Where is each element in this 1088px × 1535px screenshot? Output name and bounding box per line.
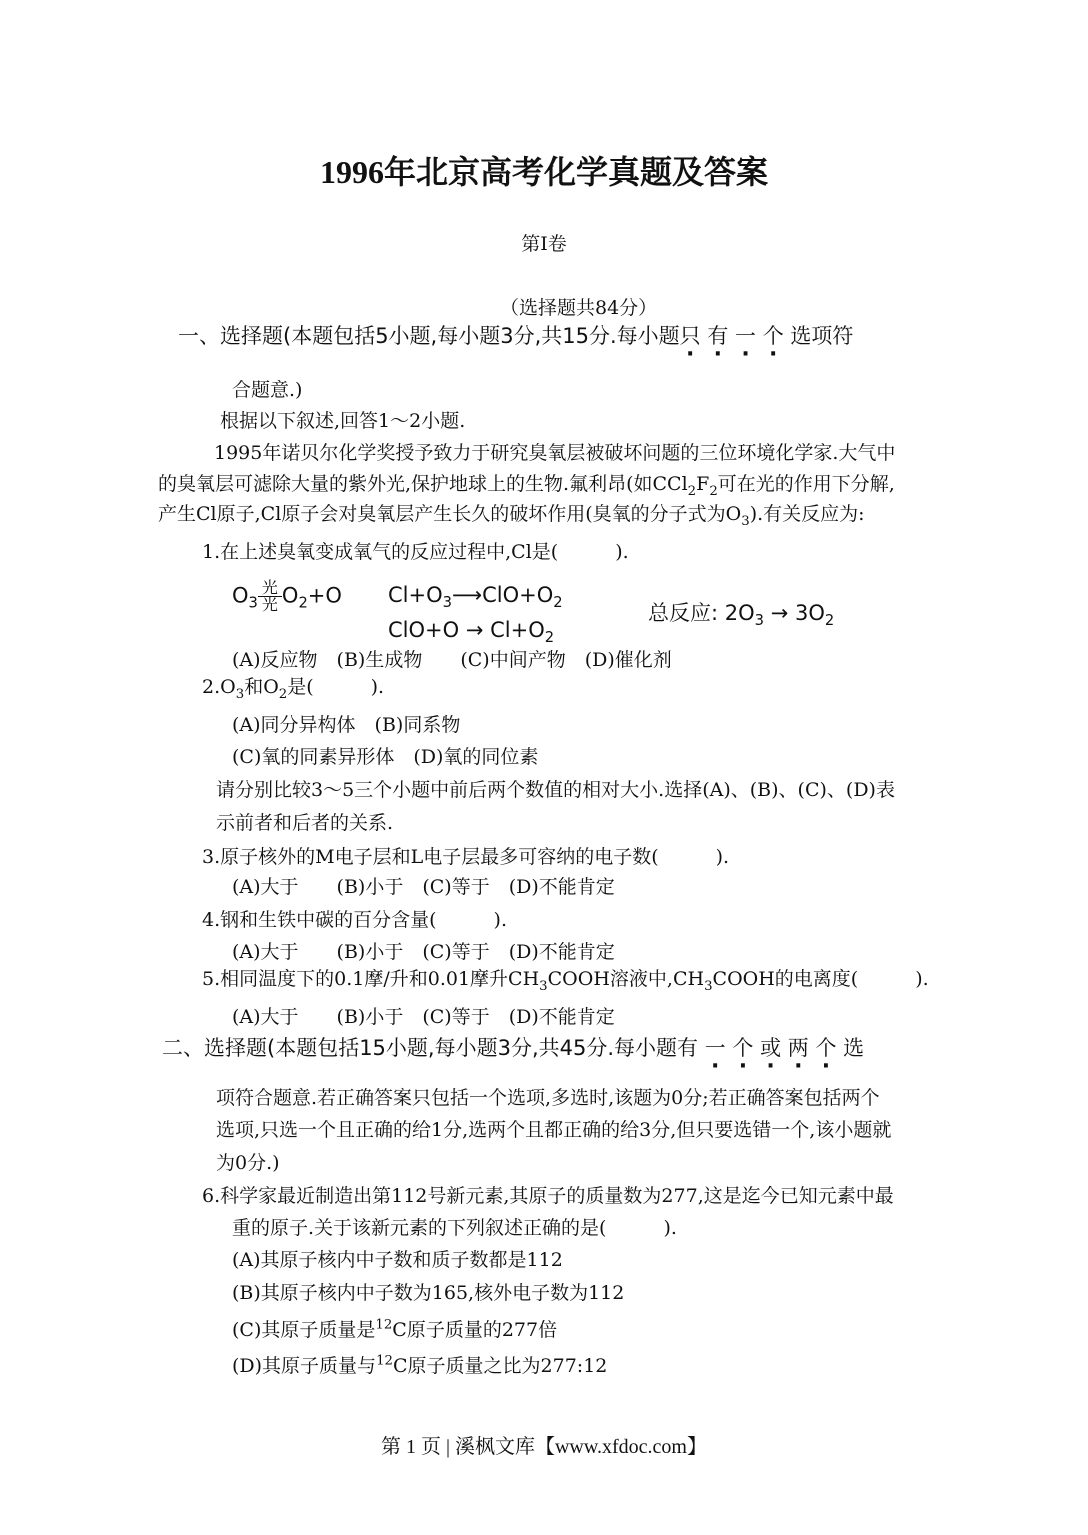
emphasis-char: 只 <box>679 324 701 348</box>
question-2-stem: $2.O_3$和$O_2$是( ). <box>202 676 385 702</box>
question-2-options: (A)同分异构体 (B)同系物 <box>232 714 461 736</box>
section2-heading: 二、选择题(本题包括15小题,每小题3分,共45分.每小题有 一 个 或 两 个 选 <box>162 1036 865 1060</box>
question-6-stem: 重的原子.关于该新元素的下列叙述正确的是( ). <box>232 1217 677 1239</box>
equation-1: $O_3$ $\frac{\text{光}}{\text{光}}$ $O_2+O$ <box>232 578 342 614</box>
intro-text: 根据以下叙述,回答1～2小题. <box>220 410 466 432</box>
passage-line: 1995年诺贝尔化学奖授予致力于研究臭氧层被破坏问题的三位环境化学家.大气中 <box>214 442 896 464</box>
instruction-text: 示前者和后者的关系. <box>216 812 394 834</box>
question-5-options: (A)大于 (B)小于 (C)等于 (D)不能肯定 <box>232 1006 615 1028</box>
question-3-stem: 3.原子核外的M电子层和L电子层最多可容纳的电子数( ). <box>202 846 730 868</box>
question-6-option-b: (B)其原子核内中子数为165,核外电子数为112 <box>232 1282 625 1304</box>
question-2-options: (C)氧的同素异形体 (D)氧的同位素 <box>232 746 539 768</box>
passage-line: 的臭氧层可滤除大量的紫外光,保护地球上的生物.氟利昂(如$CCl_2F_2$可在光的作用下分解, <box>158 473 895 499</box>
question-4-stem: 4.钢和生铁中碳的百分含量( ). <box>202 909 507 931</box>
arrow-icon: → <box>770 601 789 625</box>
arrow-icon: ⟶ <box>451 583 483 607</box>
volume-label: 第I卷 <box>521 233 567 255</box>
question-4-options: (A)大于 (B)小于 (C)等于 (D)不能肯定 <box>232 941 615 963</box>
question-3-options: (A)大于 (B)小于 (C)等于 (D)不能肯定 <box>232 876 615 898</box>
equation-3: $ClO+O \to Cl+O_2$ <box>388 618 555 647</box>
question-1-stem: 1.在上述臭氧变成氧气的反应过程中,Cl是( ). <box>202 541 629 563</box>
instruction-text: 请分别比较3～5三个小题中前后两个数值的相对大小.选择(A)、(B)、(C)、(D)表 <box>216 779 895 801</box>
document-title: 1996年北京高考化学真题及答案 <box>319 154 768 190</box>
arrow-icon: → <box>465 618 484 642</box>
emphasis-char: 或 <box>760 1036 782 1060</box>
question-6-stem: 6.科学家最近制造出第112号新元素,其原子的质量数为277,这是迄今已知元素中最 <box>202 1185 894 1207</box>
section2-text: 选项,只选一个且正确的给1分,选两个且都正确的给3分,但只要选错一个,该小题就 <box>216 1119 892 1141</box>
emphasis-char: 个 <box>732 1036 754 1060</box>
passage-line: 产生Cl原子,Cl原子会对臭氧层产生长久的破坏作用(臭氧的分子式为$O_3$).有关反应为: <box>158 503 865 529</box>
question-5-stem: 5.相同温度下的0.1摩/升和0.01摩升$CH_3COOH$溶液中$,CH_3COOH$的电离度( ). <box>202 968 929 994</box>
section1-heading-cont: 合题意.) <box>232 379 303 401</box>
emphasis-char: 两 <box>787 1036 809 1060</box>
emphasis-char: 一 <box>704 1036 726 1060</box>
reaction-condition: $\frac{\text{光}}{\text{光}}$ <box>258 580 282 613</box>
section1-heading: 一、选择题(本题包括5小题,每小题3分,共15分.每小题只 有 一 个 选项符 <box>178 324 854 348</box>
section2-text: 项符合题意.若正确答案只包括一个选项,多选时,该题为0分;若正确答案包括两个 <box>216 1087 880 1109</box>
equation-2: $Cl+O_3⟶ClO+O_2$ <box>388 583 563 612</box>
emphasis-char: 有 <box>707 324 729 348</box>
page-footer: 第 1 页 | 溪枫文库【www.xfdoc.com】 <box>380 1436 707 1458</box>
question-6-option-a: (A)其原子核内中子数和质子数都是112 <box>232 1249 563 1271</box>
total-reaction: 总反应: $2O_3 \to 3O_2$ <box>648 601 835 630</box>
emphasis-char: 个 <box>762 324 784 348</box>
volume-note: （选择题共84分） <box>500 297 658 319</box>
question-1-options: (A)反应物 (B)生成物 (C)中间产物 (D)催化剂 <box>232 649 672 671</box>
emphasis-char: 一 <box>735 324 757 348</box>
question-6-option-d: (D)其原子质量与$^{12}$C原子质量之比为277:12 <box>232 1353 608 1377</box>
emphasis-char: 个 <box>815 1036 837 1060</box>
section2-text: 为0分.) <box>216 1152 280 1174</box>
question-6-option-c: (C)其原子质量是$^{12}$C原子质量的277倍 <box>232 1317 558 1341</box>
